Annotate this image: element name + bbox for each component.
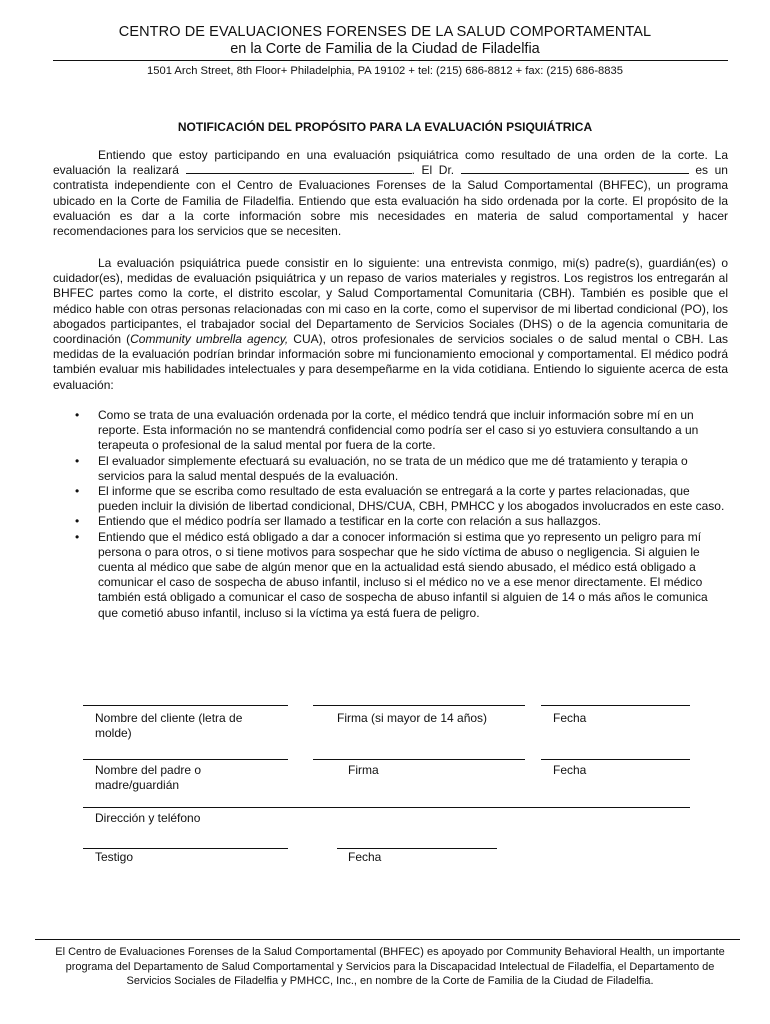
purpose-paragraph xyxy=(53,148,728,239)
list-item xyxy=(53,514,728,529)
witness-date-line[interactable] xyxy=(337,848,497,849)
list-item-text: El evaluador simplemente efectuará su evaluación, no se trata de un médico que me dé tratamiento y terapia o servicios para la salud mental después de la evaluación. xyxy=(98,453,688,483)
parent-name-line[interactable] xyxy=(83,759,288,760)
header-title: CENTRO DE EVALUACIONES FORENSES DE LA SALUD COMPORTAMENTAL xyxy=(118,24,652,40)
document-title: NOTIFICACIÓN DEL PROPÓSITO PARA LA EVALUACIÓN PSIQUIÁTRICA xyxy=(177,120,593,134)
client-signature-label: Firma (si mayor de 14 años) xyxy=(337,711,488,725)
list-item xyxy=(53,454,728,484)
parent-name-label: Nombre del padre o madre/guardián xyxy=(95,763,202,792)
evaluation-text-a: La evaluación psiquiátrica puede consistir en lo siguiente: una entrevista conmigo, mi(s) padre(s), guardián(es) o cuidador(es), medidas de evaluación psiquiátrica y un repaso de varios materiales y registros. Los registros los entregarán al BHFEC partes como la corte, el distrito escolar, y Salud Comportamental Comunitaria (CBH). También es posible que el médico hable con otras personas relacionadas con mi caso en la corte, como el supervisor de mi libertad condicional (PO), los abogados participantes, el trabajador social del Departamento de Servicios Sociales (DHS) o de la agencia comunitaria de coordinación ( xyxy=(53,256,728,347)
address-phone-line[interactable] xyxy=(83,807,690,808)
parent-date-line[interactable] xyxy=(541,759,690,760)
witness-line[interactable] xyxy=(83,848,288,849)
bullet-icon: • xyxy=(75,514,80,529)
bullet-icon: • xyxy=(75,453,80,468)
list-item xyxy=(53,484,728,514)
list-item-text: Entiendo que el médico podría ser llamado a testificar en la corte con relación a sus hallazgos. xyxy=(98,514,601,529)
purpose-text-c: es un contratista independiente con el Centro de Evaluaciones Forenses de la Salud Comportamental (BHFEC), un programa ubicado en la Corte de Familia de Filadelfia. Entiendo que esta evaluación ha sido ordenada por la corte. El propósito de la evaluación es dar a la corte información sobre mis necesidades en materia de salud comportamental y hacer recomendaciones para los servicios que se necesiten. xyxy=(53,163,728,239)
header-subtitle: en la Corte de Familia de la Ciudad de Filadelfia xyxy=(230,41,540,57)
witness-date-label: Fecha xyxy=(348,850,382,864)
evaluator-blank[interactable] xyxy=(186,163,412,174)
list-item-text: El informe que se escriba como resultado de esta evaluación se entregará a la corte y partes relacionadas, que pueden incluir la división de libertad condicional, DHS/CUA, CBH, PMHCC y los abogados involucrados en este caso. xyxy=(98,484,725,514)
evaluation-text-b: CUA), otros profesionales de servicios sociales o de salud mental o CBH. Las medidas de la evaluación podrían brindar información sobre mi funcionamiento emocional y comportamental. El médico podrá también evaluar mis habilidades intelectuales y para desempeñarme en la vida cotidiana. Entiendo lo siguiente acerca de esta evaluación: xyxy=(53,332,728,392)
footer-divider xyxy=(35,939,740,940)
client-date-line[interactable] xyxy=(541,705,690,706)
bullet-icon: • xyxy=(75,484,80,499)
purpose-text-a: Entiendo que estoy participando en una evaluación psiquiátrica como resultado de una orden de la corte. La evaluación la realizará xyxy=(53,148,728,178)
bullet-icon: • xyxy=(75,529,80,544)
list-item xyxy=(53,530,728,621)
parent-date-label: Fecha xyxy=(553,763,587,777)
client-date-label: Fecha xyxy=(553,711,587,725)
purpose-text-b: . El Dr. xyxy=(411,163,455,178)
doctor-blank[interactable] xyxy=(461,163,689,174)
list-item-text: Entiendo que el médico está obligado a dar a conocer información si estima que yo represento un peligro para mí persona o para otros, o si tiene motivos para sospechar que he sido víctima de abuso o negligencia. Si alguien le cuenta al médico que sabe de algún menor que en la actualidad está siendo abusado, el médico está obligado a comunicar el caso de sospecha de abuso infantil, incluso si el médico no ve a ese menor directamente. El médico también está obligado a comunicar el caso de sospecha de abuso infantil si alguien de 14 o más años le comunica que cometió abuso infantil, incluso si la víctima ya está fuera de peligro. xyxy=(98,529,708,620)
list-item xyxy=(53,408,728,454)
client-name-label: Nombre del cliente (letra de molde) xyxy=(95,711,243,740)
parent-signature-label: Firma xyxy=(348,763,379,777)
header-address: 1501 Arch Street, 8th Floor+ Philadelphia, PA 19102 + tel: (215) 686-8812 + fax: (215) 686-8835 xyxy=(147,65,623,77)
list-item-text: Como se trata de una evaluación ordenada por la corte, el médico tendrá que incluir información sobre mí en un reporte. Esta información no se mantendrá confidencial como podría ser el caso si yo estuviera consultando a un terapeuta o profesional de la salud mental por fuera de la corte. xyxy=(98,408,699,453)
witness-label: Testigo xyxy=(95,850,134,864)
client-name-line[interactable] xyxy=(83,705,288,706)
understanding-list xyxy=(53,408,728,621)
evaluation-paragraph xyxy=(53,256,728,393)
evaluation-text-italic: Community umbrella agency, xyxy=(130,332,289,347)
parent-signature-line[interactable] xyxy=(313,759,525,760)
footer-text: El Centro de Evaluaciones Forenses de la Salud Comportamental (BHFEC) es apoyado por Community Behavioral Health, un importante programa del Departamento de Salud Comportamental y Servicios para la Discapacidad Intelectual de Filadelfia, el Departamento de Servicios Sociales de Filadelfia y PMHCC, Inc., en nombre de la Corte de Familia de la Ciudad de Filadelfia. xyxy=(55,946,725,987)
address-phone-label: Dirección y teléfono xyxy=(95,811,201,825)
header-divider xyxy=(53,60,728,61)
bullet-icon: • xyxy=(75,408,80,422)
client-signature-line[interactable] xyxy=(313,705,525,706)
